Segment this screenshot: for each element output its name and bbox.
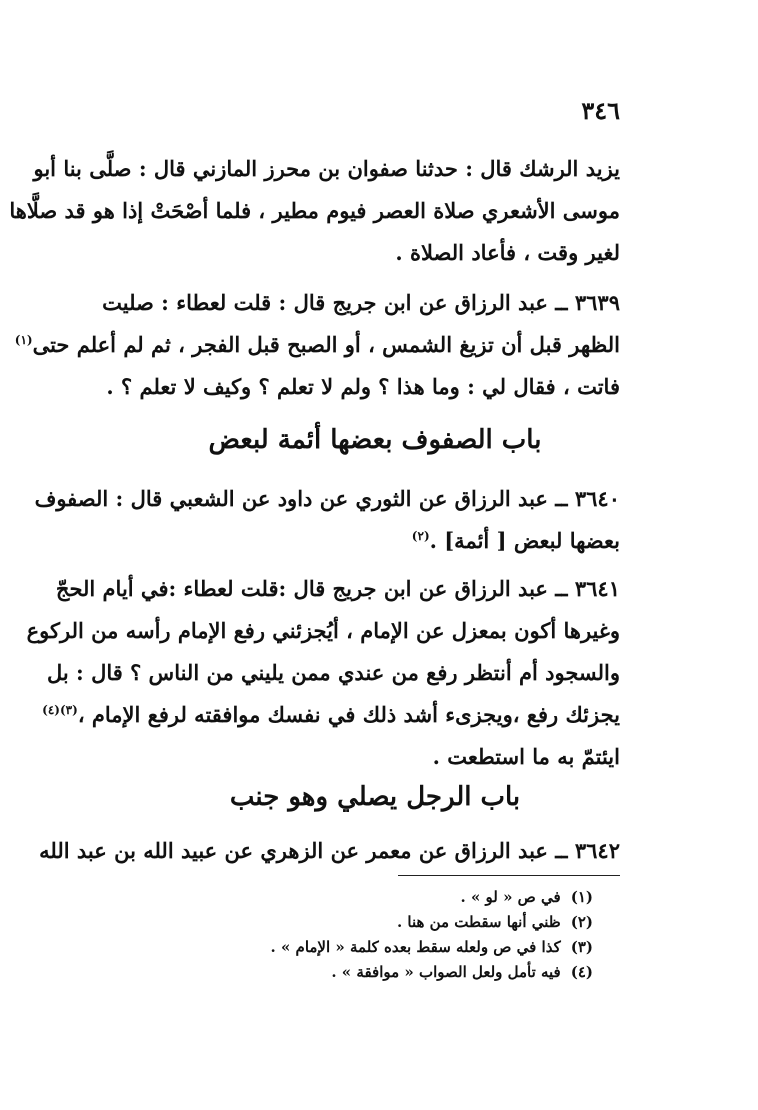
hadith-3642 <box>39 830 620 872</box>
page-number: ٣٤٦ <box>581 96 620 125</box>
text-line: ٣٦٤٠ ــ عبد الرزاق عن الثوري عن داود عن الشعبي قال : الصفوف <box>34 486 620 511</box>
footnotes <box>153 885 593 985</box>
paragraph-continuation <box>9 148 620 274</box>
text-line: ٣٦٤٢ ــ عبد الرزاق عن معمر عن الزهري عن عبيد الله بن عبد الله <box>39 838 620 863</box>
section-heading: باب الصفوف بعضها أئمة لبعض <box>208 425 542 455</box>
text-line: فاتت ، فقال لي : وما هذا ؟ ولم لا تعلم ؟ وكيف لا تعلم ؟ . <box>106 374 620 399</box>
footnote-marker: (٣) <box>59 703 78 717</box>
hadith-3639 <box>14 282 620 408</box>
footnote: (١)في ص « لو » . <box>460 888 593 906</box>
text-line: يجزئك رفع ،ويجزىء أشد ذلك في نفسك موافقته لرفع الإمام ،$^{(٣)(٤)}$ <box>42 702 620 727</box>
text-line: بعضها لبعض [ أئمة] .$^{(٢)}$ <box>411 528 620 553</box>
text-line: موسى الأشعري صلاة العصر فيوم مطير ، فلما أصْحَتْ إذا هو قد صلَّاها <box>9 198 620 223</box>
text-line: ٣٦٣٩ ــ عبد الرزاق عن ابن جريج قال : قلت لعطاء : صليت <box>102 290 620 315</box>
hadith-3640 <box>34 478 620 562</box>
footnote: (٤)فيه تأمل ولعل الصواب « موافقة » . <box>331 963 593 981</box>
text-line: لغير وقت ، فأعاد الصلاة . <box>395 240 620 265</box>
text-line: ايئتمّ به ما استطعت . <box>432 744 620 769</box>
footnote-divider <box>398 875 620 876</box>
text-line: الظهر قبل أن تزيغ الشمس ، أو الصبح قبل الفجر ، ثم لم أعلم حتى$^{(١)}$ <box>14 332 620 357</box>
footnote-marker: (٤) <box>42 703 60 717</box>
footnote: (٣)كذا في ص ولعله سقط بعده كلمة « الإمام » . <box>270 938 593 956</box>
text-line: وغيرها أكون بمعزل عن الإمام ، أيُجزئني رفع الإمام رأسه من الركوع <box>26 618 620 643</box>
hadith-3641 <box>26 568 620 778</box>
footnote-marker: (١) <box>14 333 33 347</box>
section-heading: باب الرجل يصلي وهو جنب <box>229 782 521 812</box>
footnote: (٢)ظني أنها سقطت من هنا . <box>396 913 593 931</box>
footnote-marker: (٢) <box>411 529 430 543</box>
text-line: ٣٦٤١ ــ عبد الرزاق عن ابن جريج قال :قلت لعطاء :في أيام الحجّ <box>55 576 620 601</box>
text-line: والسجود أم أنتظر رفع من عندي ممن يليني من الناس ؟ قال : بل <box>46 660 620 685</box>
text-line: يزيد الرشك قال : حدثنا صفوان بن محرز المازني قال : صلَّى بنا أبو <box>33 156 620 181</box>
